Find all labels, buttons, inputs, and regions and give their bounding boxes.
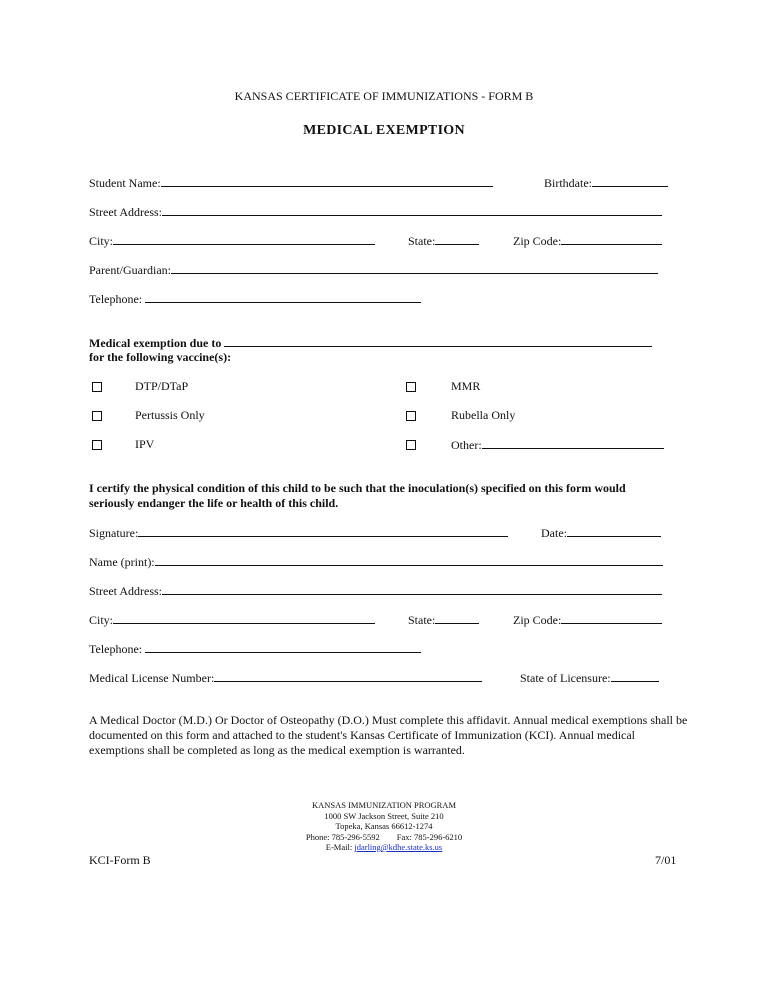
student-zip-field bbox=[513, 233, 662, 249]
certify-line-1: I certify the physical condition of this child to be such that the inoculation(s) specified on this form would bbox=[89, 481, 626, 495]
signature-field bbox=[89, 525, 508, 541]
license-number-field bbox=[89, 670, 482, 686]
print-name-input[interactable] bbox=[155, 554, 663, 566]
instructions-paragraph: A Medical Doctor (M.D.) Or Doctor of Osteopathy (D.O.) Must complete this affidavit. Annual medical exemptions shall be documented on this form and attached to the student's Kansas Certificate of Immunization (KCI). Annual medical exemptions shall be completed as long as the medical exemption is warranted. bbox=[89, 713, 688, 757]
signature-label: Signature: bbox=[89, 526, 139, 540]
licensure-state-label: State of Licensure: bbox=[520, 671, 611, 685]
licensure-state-field bbox=[520, 670, 659, 686]
rubella-checkbox[interactable] bbox=[406, 408, 416, 423]
parent-input[interactable] bbox=[171, 262, 658, 274]
physician-zip-label: Zip Code: bbox=[513, 613, 562, 627]
exemption-following-label: for the following vaccine(s): bbox=[89, 350, 232, 364]
other-input[interactable] bbox=[482, 437, 664, 449]
student-city-field bbox=[89, 233, 375, 249]
student-street-field bbox=[89, 204, 662, 220]
exemption-reason-label: Medical exemption due to bbox=[89, 336, 222, 350]
physician-state-field bbox=[408, 612, 479, 628]
physician-state-label: State: bbox=[408, 613, 436, 627]
dtp-label: DTP/DTaP bbox=[135, 379, 189, 393]
student-name-label: Student Name: bbox=[89, 176, 161, 190]
student-city-label: City: bbox=[89, 234, 114, 248]
program-name: KANSAS IMMUNIZATION PROGRAM bbox=[311, 800, 457, 810]
student-street-input[interactable] bbox=[162, 204, 662, 216]
print-name-field bbox=[89, 554, 663, 570]
date-input[interactable] bbox=[567, 525, 661, 537]
form-subtitle: MEDICAL EXEMPTION bbox=[303, 123, 465, 138]
student-state-field bbox=[408, 233, 479, 249]
program-address-1: 1000 SW Jackson Street, Suite 210 bbox=[324, 810, 444, 821]
exemption-reason-field bbox=[89, 335, 652, 351]
student-state-input[interactable] bbox=[435, 233, 479, 245]
program-email-label: E-Mail: bbox=[325, 842, 353, 852]
physician-city-field bbox=[89, 612, 375, 628]
license-number-input[interactable] bbox=[214, 670, 482, 682]
student-telephone-field bbox=[89, 291, 421, 307]
other-field bbox=[451, 437, 664, 453]
mmr-checkbox[interactable] bbox=[406, 379, 416, 394]
program-email-link[interactable]: jdarling@kdhe.state.ks.us bbox=[354, 842, 443, 852]
physician-telephone-field bbox=[89, 641, 421, 657]
form-id: KCI-Form B bbox=[89, 853, 151, 867]
physician-city-label: City: bbox=[89, 613, 114, 627]
physician-telephone-input[interactable] bbox=[145, 641, 421, 653]
rubella-label: Rubella Only bbox=[451, 408, 516, 422]
form-revision: 7/01 bbox=[655, 853, 677, 867]
program-phone: Phone: 785-296-5592 bbox=[305, 831, 380, 842]
physician-state-input[interactable] bbox=[435, 612, 479, 624]
physician-street-field bbox=[89, 583, 662, 599]
ipv-checkbox[interactable] bbox=[92, 437, 102, 452]
date-label: Date: bbox=[541, 526, 567, 540]
program-contact-block bbox=[0, 800, 768, 853]
physician-zip-input[interactable] bbox=[561, 612, 662, 624]
student-name-field bbox=[89, 175, 493, 191]
physician-city-input[interactable] bbox=[113, 612, 375, 624]
print-name-label: Name (print): bbox=[89, 555, 155, 569]
student-zip-input[interactable] bbox=[561, 233, 662, 245]
student-state-label: State: bbox=[408, 234, 436, 248]
student-name-input[interactable] bbox=[161, 175, 493, 187]
other-checkbox[interactable] bbox=[406, 437, 416, 452]
date-field bbox=[541, 525, 661, 541]
program-fax: Fax: 785-296-6210 bbox=[396, 831, 463, 842]
physician-zip-field bbox=[513, 612, 662, 628]
signature-input[interactable] bbox=[138, 525, 508, 537]
certify-line-2: seriously endanger the life or health of this child. bbox=[89, 496, 339, 510]
license-number-label: Medical License Number: bbox=[89, 671, 215, 685]
program-email-line bbox=[0, 842, 768, 853]
program-phone-fax bbox=[0, 832, 768, 843]
program-address-2: Topeka, Kansas 66612-1274 bbox=[335, 821, 433, 831]
licensure-state-input[interactable] bbox=[611, 670, 659, 682]
student-zip-label: Zip Code: bbox=[513, 234, 562, 248]
other-label: Other: bbox=[451, 438, 482, 452]
mmr-label: MMR bbox=[451, 379, 481, 393]
birthdate-input[interactable] bbox=[592, 175, 668, 187]
dtp-checkbox[interactable] bbox=[92, 379, 102, 394]
student-street-label: Street Address: bbox=[89, 205, 162, 219]
physician-street-input[interactable] bbox=[162, 583, 662, 595]
student-telephone-input[interactable] bbox=[145, 291, 421, 303]
physician-street-label: Street Address: bbox=[89, 584, 162, 598]
student-city-input[interactable] bbox=[113, 233, 375, 245]
parent-label: Parent/Guardian: bbox=[89, 263, 171, 277]
parent-field bbox=[89, 262, 658, 278]
form-title: KANSAS CERTIFICATE OF IMMUNIZATIONS - FORM B bbox=[234, 89, 534, 103]
physician-telephone-label: Telephone: bbox=[89, 642, 143, 656]
exemption-reason-input[interactable] bbox=[224, 335, 652, 347]
student-telephone-label: Telephone: bbox=[89, 292, 143, 306]
pertussis-label: Pertussis Only bbox=[135, 408, 205, 422]
birthdate-field bbox=[544, 175, 668, 191]
birthdate-label: Birthdate: bbox=[544, 176, 592, 190]
pertussis-checkbox[interactable] bbox=[92, 408, 102, 423]
ipv-label: IPV bbox=[135, 437, 155, 451]
